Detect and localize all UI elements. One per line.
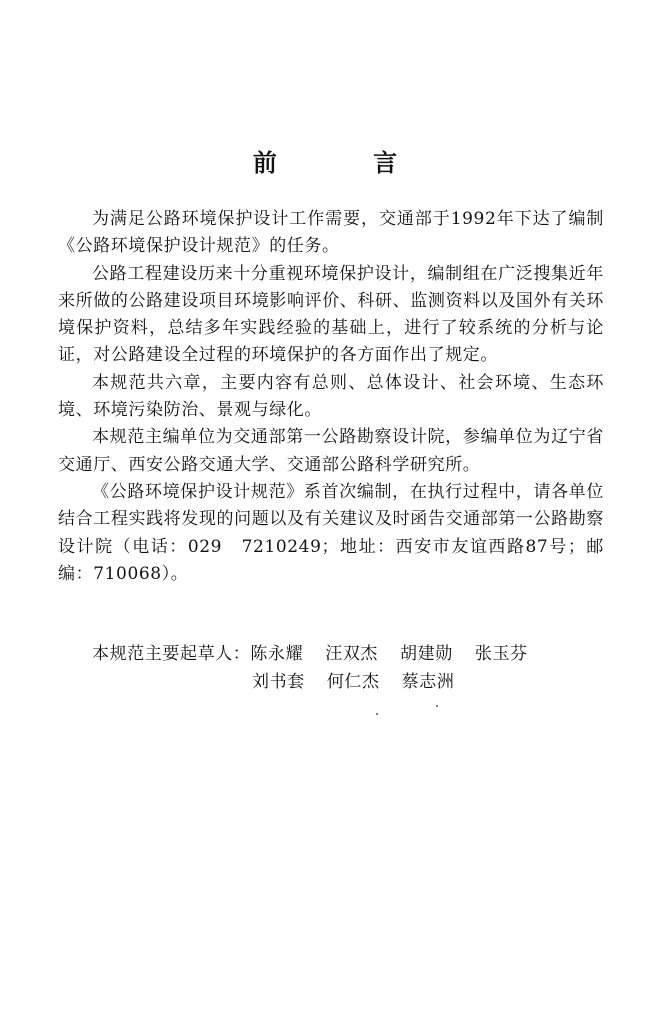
drafter-name: 何仁杰 xyxy=(326,672,380,692)
preface-body xyxy=(58,206,604,588)
page-title: 前 言 xyxy=(252,149,442,177)
drafter-name: 汪双杰 xyxy=(325,644,379,664)
drafter-name: 张玉芬 xyxy=(474,644,528,664)
drafter-name: 胡建勋 xyxy=(400,644,453,664)
paragraph-task: 为满足公路环境保护设计工作需要，交通部于1992年下达了编制《公路环境保护设计规范》的任务。 xyxy=(58,209,604,257)
drafters-label: 本规范主要起草人： xyxy=(92,644,251,664)
paragraph-units: 本规范主编单位为交通部第一公路勘察设计院，参编单位为辽宁省交通厅、西安公路交通大学、交通部公路科学研究所。 xyxy=(58,427,604,475)
drafters-row-2 xyxy=(58,668,604,696)
drafters-row-1 xyxy=(58,640,604,668)
drafter-name: 蔡志洲 xyxy=(401,672,455,692)
paragraph-chapters: 本规范共六章，主要内容有总则、总体设计、社会环境、生态环境、环境污染防治、景观与绿化。 xyxy=(58,372,604,421)
paragraph-background: 公路工程建设历来十分重视环境保护设计，编制组在广泛搜集近年来所做的公路建设项目环境影响评价、科研、监测资料以及国外有关环境保护资料，总结多年实践经验的基础上，进行了较系统的分析与论证，对公路建设全过程的环境保护的各方面作出了规定。 xyxy=(58,263,604,366)
drafter-name: 刘书套 xyxy=(252,672,305,692)
drafters-block xyxy=(58,640,604,696)
scan-speck xyxy=(376,713,378,715)
paragraph-feedback: 《公路环境保护设计规范》系首次编制，在执行过程中，请各单位结合工程实践将发现的问题以及有关建议及时函告交通部第一公路勘察设计院（电话：029 7210249；地址：西安市友谊西路87号；邮编：710068）。 xyxy=(58,481,604,584)
drafter-name: 陈永耀 xyxy=(250,644,304,664)
scan-speck xyxy=(436,705,438,707)
